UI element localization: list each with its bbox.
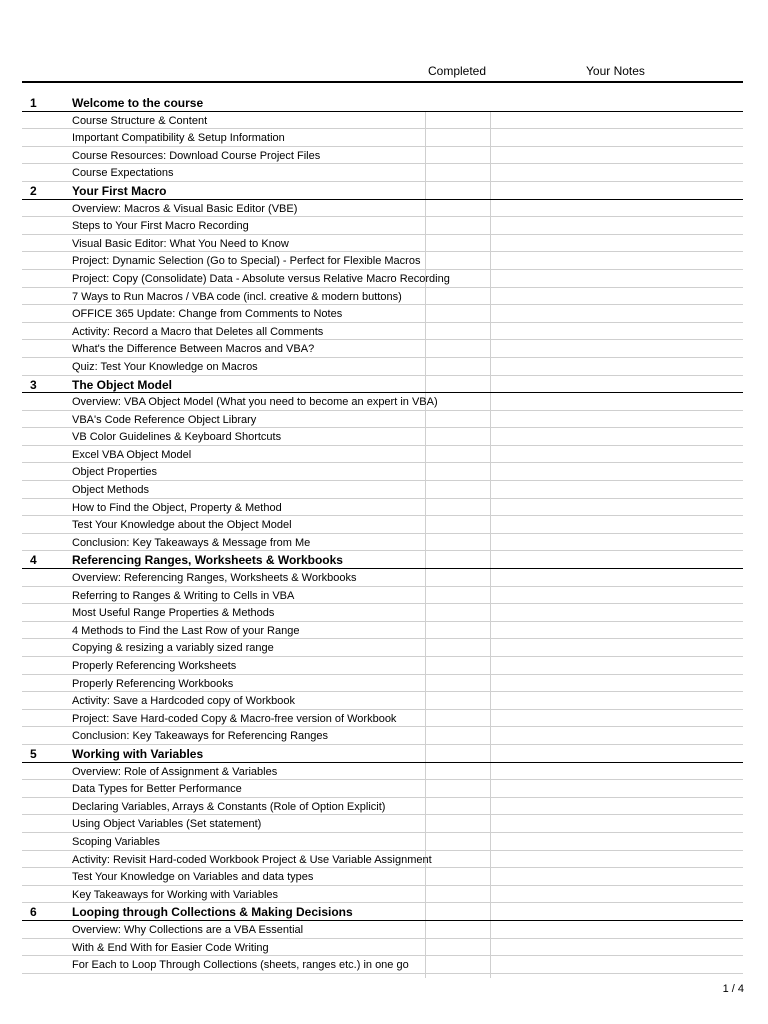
lesson-title: Conclusion: Key Takeaways & Message from Me <box>72 536 311 549</box>
lesson-row <box>22 323 743 341</box>
lesson-title: Properly Referencing Workbooks <box>72 677 234 690</box>
section-title: Your First Macro <box>72 183 167 198</box>
lesson-row <box>22 481 743 499</box>
header-rule <box>22 81 743 83</box>
completed-column-header: Completed <box>428 64 487 78</box>
section-number: 5 <box>30 746 37 761</box>
page-indicator: 1 / 4 <box>722 983 744 995</box>
lesson-row <box>22 129 743 147</box>
lesson-title: Activity: Record a Macro that Deletes all Comments <box>72 325 324 338</box>
lesson-title: With & End With for Easier Code Writing <box>72 941 269 954</box>
lesson-title: Most Useful Range Properties & Methods <box>72 607 275 620</box>
lesson-row <box>22 868 743 886</box>
lesson-row <box>22 604 743 622</box>
section-row <box>22 551 743 569</box>
lesson-row <box>22 727 743 745</box>
lesson-title: Declaring Variables, Arrays & Constants (Role of Option Explicit) <box>72 800 386 813</box>
course-outline-table <box>22 94 743 974</box>
lesson-row <box>22 358 743 376</box>
lesson-row <box>22 499 743 517</box>
lesson-title: Overview: Referencing Ranges, Worksheets & Workbooks <box>72 572 357 585</box>
lesson-title: Object Methods <box>72 484 150 497</box>
lesson-row <box>22 534 743 552</box>
lesson-title: Properly Referencing Worksheets <box>72 660 237 672</box>
lesson-row <box>22 305 743 323</box>
section-number: 1 <box>30 96 37 110</box>
lesson-row <box>22 446 743 464</box>
lesson-title: For Each to Loop Through Collections (sheets, ranges etc.) in one go <box>72 959 409 972</box>
lesson-row <box>22 639 743 657</box>
lesson-title: What's the Difference Between Macros and VBA? <box>72 343 315 356</box>
section-title: Working with Variables <box>72 746 204 761</box>
lesson-title: Steps to Your First Macro Recording <box>72 220 249 233</box>
section-title: The Object Model <box>72 377 173 392</box>
lesson-title: Important Compatibility & Setup Information <box>72 132 285 145</box>
lesson-row <box>22 886 743 904</box>
lesson-title: Project: Save Hard-coded Copy & Macro-free version of Workbook <box>72 712 397 725</box>
lesson-title: Project: Dynamic Selection (Go to Special) - Perfect for Flexible Macros <box>72 255 421 268</box>
lesson-title: VBA's Code Reference Object Library <box>72 413 257 426</box>
section-row <box>22 94 743 112</box>
lesson-row <box>22 200 743 218</box>
lesson-row <box>22 393 743 411</box>
lesson-row <box>22 675 743 693</box>
lesson-title: Activity: Save a Hardcoded copy of Workbook <box>72 695 295 708</box>
lesson-title: How to Find the Object, Property & Method <box>72 501 282 514</box>
lesson-title: Activity: Revisit Hard-coded Workbook Project & Use Variable Assignment <box>72 853 432 866</box>
lesson-title: Key Takeaways for Working with Variables <box>72 888 279 901</box>
lesson-title: Data Types for Better Performance <box>72 783 242 796</box>
section-number: 3 <box>30 377 37 392</box>
lesson-title: Overview: Role of Assignment & Variables <box>72 765 278 778</box>
lesson-row <box>22 692 743 710</box>
lesson-title: Object Properties <box>72 466 157 479</box>
lesson-title: Course Structure & Content <box>72 114 208 127</box>
lesson-row <box>22 833 743 851</box>
lesson-title: Overview: Macros & Visual Basic Editor (VBE) <box>72 202 298 215</box>
lesson-title: Project: Copy (Consolidate) Data - Absolute versus Relative Macro Recording <box>72 272 450 285</box>
lesson-row <box>22 851 743 869</box>
lesson-row <box>22 657 743 675</box>
lesson-row <box>22 112 743 130</box>
section-row <box>22 903 743 921</box>
section-title: Referencing Ranges, Worksheets & Workbooks <box>72 553 343 568</box>
section-title: Looping through Collections & Making Decisions <box>72 905 353 920</box>
section-row <box>22 376 743 394</box>
lesson-row <box>22 587 743 605</box>
lesson-row <box>22 270 743 288</box>
lesson-row <box>22 763 743 781</box>
lesson-title: Excel VBA Object Model <box>72 448 192 461</box>
lesson-row <box>22 428 743 446</box>
notes-column-header: Your Notes <box>586 64 645 78</box>
lesson-row <box>22 340 743 358</box>
lesson-row <box>22 288 743 306</box>
lesson-row <box>22 164 743 182</box>
lesson-title: Quiz: Test Your Knowledge on Macros <box>72 360 258 373</box>
lesson-title: Visual Basic Editor: What You Need to Know <box>72 237 289 250</box>
lesson-title: Test Your Knowledge about the Object Model <box>72 519 292 532</box>
section-row <box>22 745 743 763</box>
lesson-row <box>22 921 743 939</box>
lesson-row <box>22 516 743 534</box>
lesson-title: VB Color Guidelines & Keyboard Shortcuts <box>72 431 282 444</box>
lesson-row <box>22 780 743 798</box>
lesson-row <box>22 798 743 816</box>
lesson-title: Scoping Variables <box>72 835 160 848</box>
lesson-row <box>22 147 743 165</box>
lesson-row <box>22 710 743 728</box>
lesson-title: Overview: VBA Object Model (What you need to become an expert in VBA) <box>72 396 438 409</box>
lesson-title: Using Object Variables (Set statement) <box>72 818 262 831</box>
lesson-row <box>22 569 743 587</box>
section-number: 6 <box>30 905 37 920</box>
lesson-row <box>22 411 743 429</box>
lesson-title: Conclusion: Key Takeaways for Referencing Ranges <box>72 730 328 743</box>
lesson-title: Copying & resizing a variably sized range <box>72 642 274 655</box>
lesson-row <box>22 956 743 974</box>
lesson-row <box>22 939 743 957</box>
lesson-title: Course Resources: Download Course Project Files <box>72 149 321 162</box>
lesson-title: 4 Methods to Find the Last Row of your Range <box>72 624 300 637</box>
lesson-title: Overview: Why Collections are a VBA Essential <box>72 923 304 936</box>
lesson-row <box>22 235 743 253</box>
lesson-row <box>22 463 743 481</box>
lesson-title: 7 Ways to Run Macros / VBA code (incl. creative & modern buttons) <box>72 290 402 303</box>
lesson-title: Course Expectations <box>72 167 174 180</box>
section-number: 2 <box>30 183 37 198</box>
lesson-row <box>22 622 743 640</box>
lesson-title: Test Your Knowledge on Variables and data types <box>72 871 314 884</box>
section-title: Welcome to the course <box>72 96 204 110</box>
lesson-title: Referring to Ranges & Writing to Cells in VBA <box>72 589 295 602</box>
section-number: 4 <box>30 553 37 568</box>
lesson-row <box>22 252 743 270</box>
lesson-row <box>22 217 743 235</box>
section-row <box>22 182 743 200</box>
lesson-title: OFFICE 365 Update: Change from Comments to Notes <box>72 308 343 321</box>
lesson-row <box>22 815 743 833</box>
